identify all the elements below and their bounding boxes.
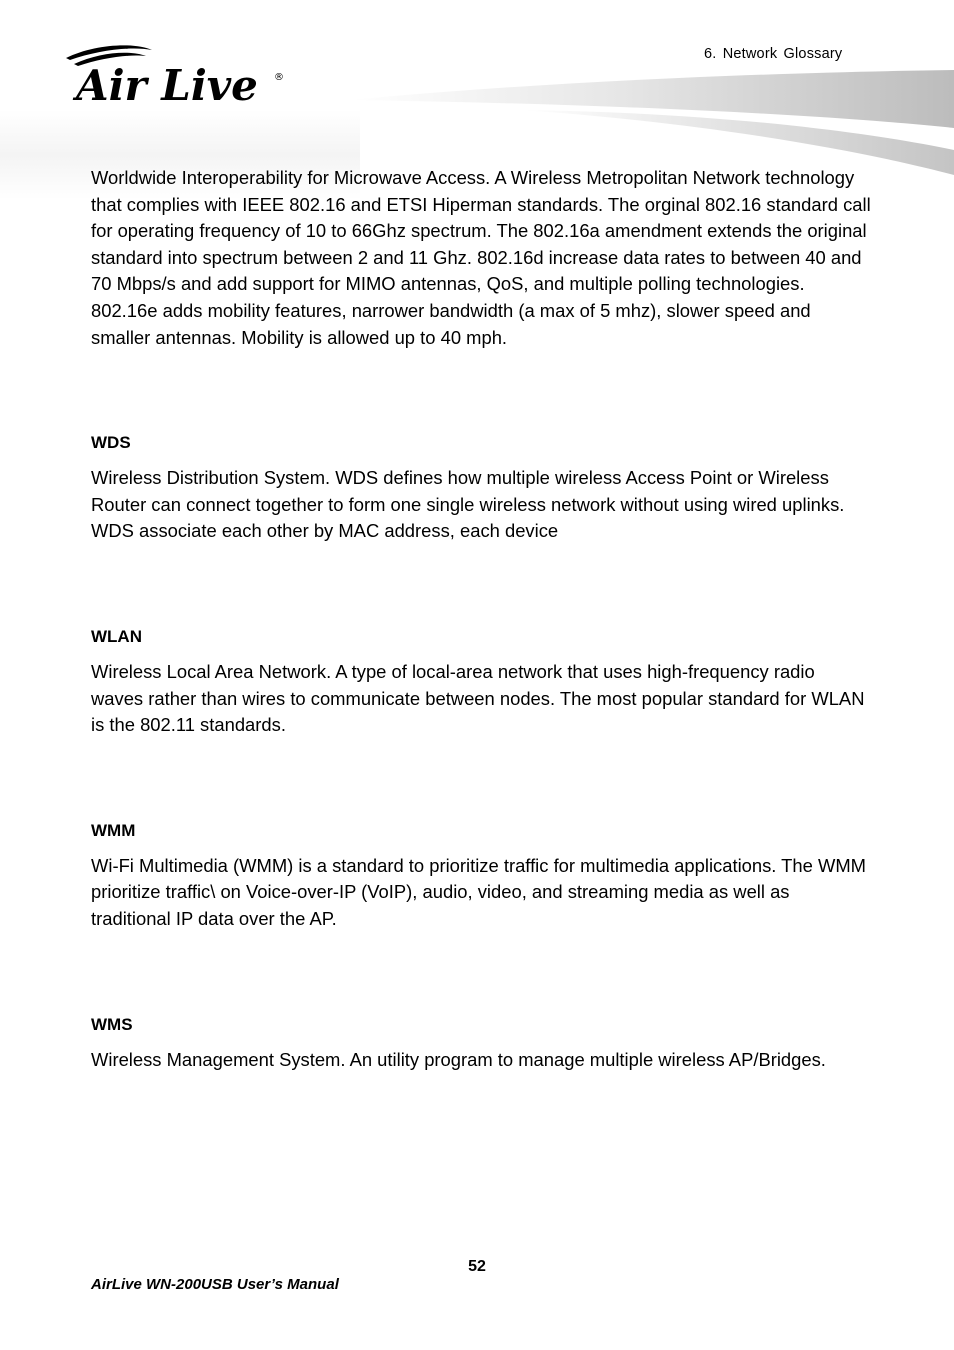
registered-mark: ®: [274, 72, 284, 83]
logo-text: Air Live: [76, 61, 258, 106]
term-wds: WDS: [91, 433, 131, 453]
term-wlan: WLAN: [91, 626, 142, 646]
wmm-definition: Wi-Fi Multimedia (WMM) is a standard to prioritize traffic for multimedia applications. The WMM prioritize traffic\ on Voice-over-IP (VoIP), audio, video, and streaming media as well as traditional IP data over the AP.: [91, 854, 866, 929]
glossary-content: [91, 165, 871, 1073]
term-wmm: WMM: [91, 820, 136, 840]
chapter-header: 6. Network Glossary: [704, 46, 843, 62]
manual-title: AirLive WN-200USB User’s Manual: [91, 1276, 339, 1293]
wds-definition: Wireless Distribution System. WDS defines how multiple wireless Access Point or Wireless Router can connect together to form one single wireless network without using wired uplinks. WDS associate each other by MAC address, each device: [91, 467, 845, 542]
wlan-definition: Wireless Local Area Network. A type of local-area network that uses high-frequency radio waves rather than wires to communicate between nodes. The most popular standard for WLAN is the 802.11 standards.: [91, 660, 865, 736]
wimax-definition: Worldwide Interoperability for Microwave Access. A Wireless Metropolitan Network technology that complies with IEEE 802.16 and ETSI Hiperman standards. The orginal 802.16 standard call for operating frequency of 10 to 66Ghz spectrum. The 802.16a amendment extends the original standard into spectrum between 2 and 11 Ghz. 802.16d increase data rates to between 40 and 70 Mbps/s and add support for MIMO antennas, QoS, and multiple polling technologies. 802.16e adds mobility features, narrower bandwidth (a max of 5 mhz), slower speed and smaller antennas. Mobility is allowed up to 40 mph.: [91, 167, 871, 348]
wms-definition: Wireless Management System. An utility program to manage multiple wireless AP/Bridges.: [91, 1048, 826, 1070]
airlive-logo: [64, 42, 288, 106]
term-wms: WMS: [91, 1014, 133, 1034]
page-number: 52: [468, 1258, 486, 1275]
